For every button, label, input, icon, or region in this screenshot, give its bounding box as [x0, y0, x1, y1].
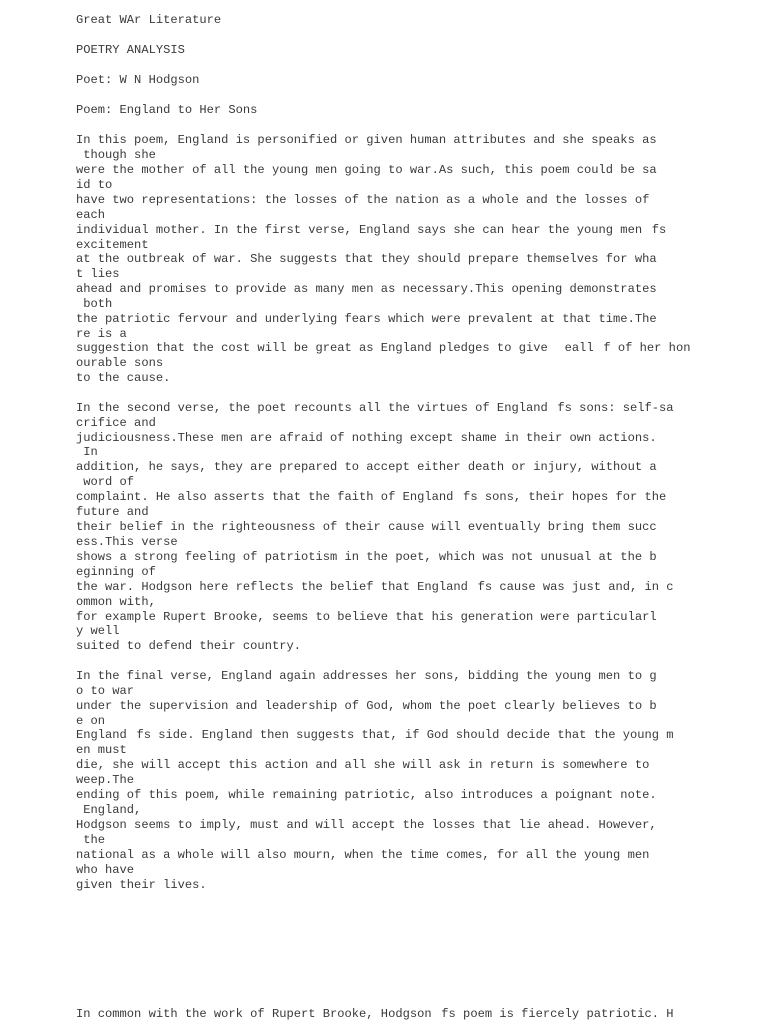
text-line: Englandfs side. England then suggests that, if God should decide that the young m [76, 728, 674, 742]
text-line: suited to defend their country. [76, 639, 301, 653]
text-line: their belief in the righteousness of their cause will eventually bring them succ [76, 520, 657, 534]
text-line: England, [76, 803, 142, 817]
text-line: shows a strong feeling of patriotism in the poet, which was not unusual at the b [76, 550, 657, 564]
text-line: to the cause. [76, 371, 171, 385]
text-line: weep.The [76, 773, 135, 787]
text-line: ending of this poem, while remaining patriotic, also introduces a poignant note. [76, 788, 657, 802]
poem-line: Poem: England to Her Sons [76, 103, 258, 117]
text-line: addition, he says, they are prepared to accept either death or injury, without a [76, 460, 657, 474]
text-line: re is a [76, 327, 127, 341]
text-line: though she [76, 148, 156, 162]
text-line: both [76, 297, 113, 311]
text-line: ess.This verse [76, 535, 178, 549]
text-line: e on [76, 714, 106, 728]
text-line: excitement [76, 238, 149, 252]
text-line: t lies [76, 267, 120, 281]
text-line: national as a whole will also mourn, when the time comes, for all the young men [76, 848, 650, 862]
text-line: judiciousness.These men are afraid of nothing except shame in their own actions. [76, 431, 657, 445]
text-line: at the outbreak of war. She suggests that they should prepare themselves for wha [76, 252, 657, 266]
text-line: word of [76, 475, 135, 489]
text-line: under the supervision and leadership of God, whom the poet clearly believes to b [76, 699, 657, 713]
text-line: ourable sons [76, 356, 164, 370]
text-line: future and [76, 505, 149, 519]
document-title: Great WAr Literature [76, 13, 222, 27]
text-line: the patriotic fervour and underlying fears which were prevalent at that time.The [76, 312, 657, 326]
text-line: each [76, 208, 106, 222]
text-line: In the second verse, the poet recounts all the virtues of Englandfs sons: self-sa [76, 401, 674, 415]
text-line: ahead and promises to provide as many men as necessary.This opening demonstrates [76, 282, 657, 296]
section-heading: POETRY ANALYSIS [76, 43, 185, 57]
text-line: given their lives. [76, 878, 207, 892]
text-line: crifice and [76, 416, 156, 430]
text-line: for example Rupert Brooke, seems to believe that his generation were particularl [76, 610, 657, 624]
text-line: In the final verse, England again addresses her sons, bidding the young men to g [76, 669, 657, 683]
text-line: suggestion that the cost will be great as England pledges to give eallf of her hon [76, 341, 691, 355]
text-line: id to [76, 178, 113, 192]
text-line: individual mother. In the first verse, England says she can hear the young menfs [76, 223, 667, 237]
text-line: o to war [76, 684, 135, 698]
footer-line: In common with the work of Rupert Brooke, Hodgsonfs poem is fiercely patriotic. H [76, 1007, 674, 1021]
text-line: have two representations: the losses of the nation as a whole and the losses of [76, 193, 650, 207]
text-line: the war. Hodgson here reflects the belief that Englandfs cause was just and, in c [76, 580, 674, 594]
text-line: the [76, 833, 106, 847]
text-line: complaint. He also asserts that the faith of Englandfs sons, their hopes for the [76, 490, 667, 504]
text-line: die, she will accept this action and all she will ask in return is somewhere to [76, 758, 650, 772]
text-line: y well [76, 624, 120, 638]
poet-line: Poet: W N Hodgson [76, 73, 200, 87]
text-line: en must [76, 743, 127, 757]
text-line: Hodgson seems to imply, must and will accept the losses that lie ahead. However, [76, 818, 657, 832]
text-line: were the mother of all the young men going to war.As such, this poem could be sa [76, 163, 657, 177]
text-line: In this poem, England is personified or given human attributes and she speaks as [76, 133, 657, 147]
text-line: ommon with, [76, 595, 156, 609]
text-line: In [76, 445, 98, 459]
text-line: eginning of [76, 565, 156, 579]
text-line: who have [76, 863, 135, 877]
